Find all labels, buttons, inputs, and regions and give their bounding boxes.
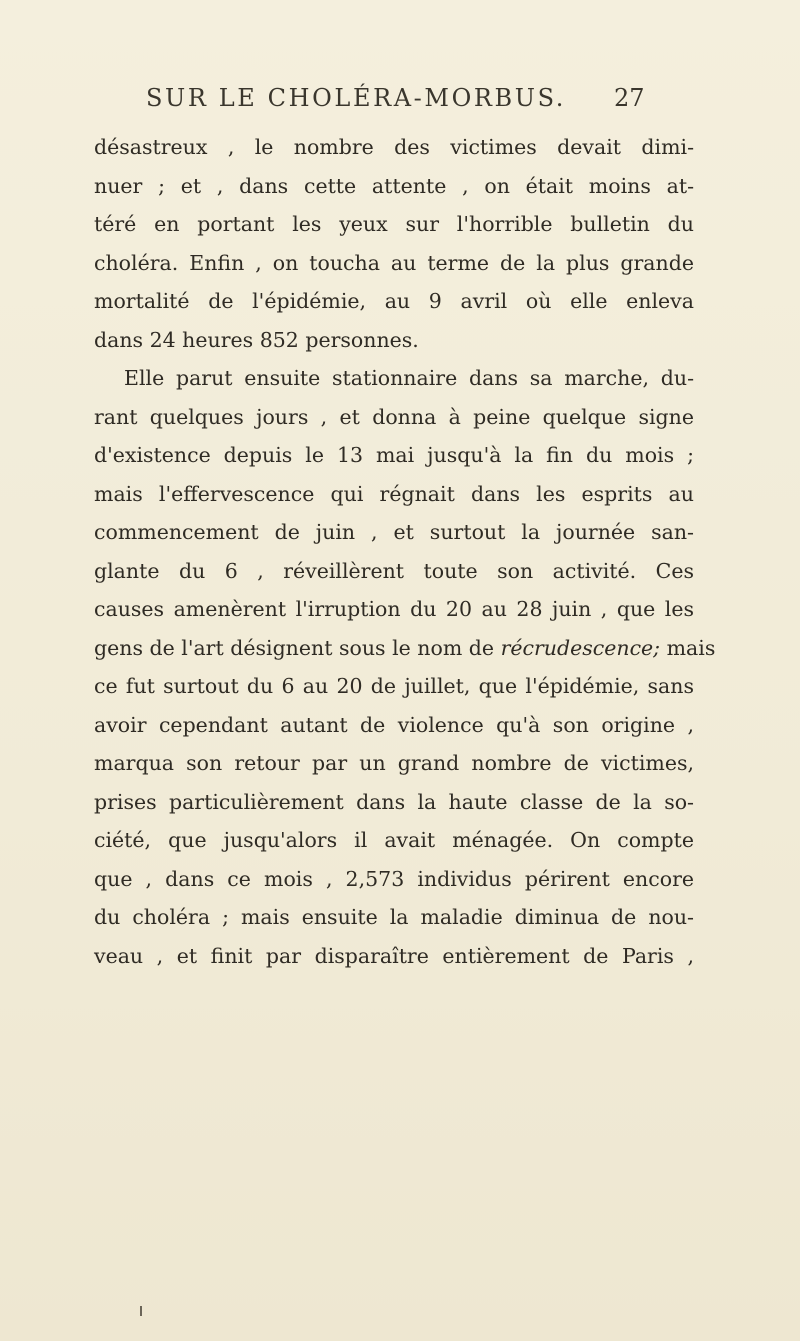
paragraph-start-line: Elle parut ensuite stationnaire dans sa marche, du-	[124, 366, 694, 390]
line-text-before: gens de l'art désignent sous le nom de	[94, 635, 501, 660]
text-line: avoir cependant autant de violence qu'à son origine ,	[94, 712, 694, 737]
page-number: 27	[614, 84, 645, 112]
line-text-after: mais	[660, 635, 716, 660]
text-line: ciété, que jusqu'alors il avait ménagée. On compte	[94, 828, 694, 852]
text-line: d'existence depuis le 13 mai jusqu'à la fin du mois ;	[94, 443, 694, 467]
text-line: téré en portant les yeux sur l'horrible bulletin du	[94, 212, 694, 236]
text-line: choléra. Enfin , on toucha au terme de la plus grande	[94, 250, 694, 275]
text-line: désastreux , le nombre des victimes devait dimi-	[94, 135, 694, 159]
text-line: que , dans ce mois , 2,573 individus périrent encore	[94, 866, 694, 891]
text-line: causes amenèrent l'irruption du 20 au 28 juin , que les	[94, 597, 694, 621]
text-line: mortalité de l'épidémie, au 9 avril où elle enleva	[94, 289, 694, 313]
text-line: mais l'effervescence qui régnait dans les esprits au	[94, 481, 694, 506]
text-line-italic-term	[94, 633, 716, 663]
text-line: marqua son retour par un grand nombre de victimes,	[94, 751, 694, 775]
text-line: ce fut surtout du 6 au 20 de juillet, que l'épidémie, sans	[94, 674, 694, 698]
text-line: rant quelques jours , et donna à peine quelque signe	[94, 404, 694, 429]
text-line: veau , et finit par disparaître entièrement de Paris ,	[94, 943, 694, 968]
running-title: SUR LE CHOLÉRA-MORBUS.	[146, 84, 566, 112]
page-header	[146, 84, 746, 124]
text-line: dans 24 heures 852 personnes.	[94, 327, 419, 352]
text-line: prises particulièrement dans la haute classe de la so-	[94, 789, 694, 814]
italic-term: récrudescence;	[500, 635, 661, 660]
text-line: glante du 6 , réveillèrent toute son activité. Ces	[94, 558, 694, 583]
text-line: commencement de juin , et surtout la journée san-	[94, 520, 694, 544]
text-line: du choléra ; mais ensuite la maladie diminua de nou-	[94, 905, 694, 929]
paper-speck	[140, 1306, 142, 1316]
text-line: nuer ; et , dans cette attente , on était moins at-	[94, 173, 694, 198]
